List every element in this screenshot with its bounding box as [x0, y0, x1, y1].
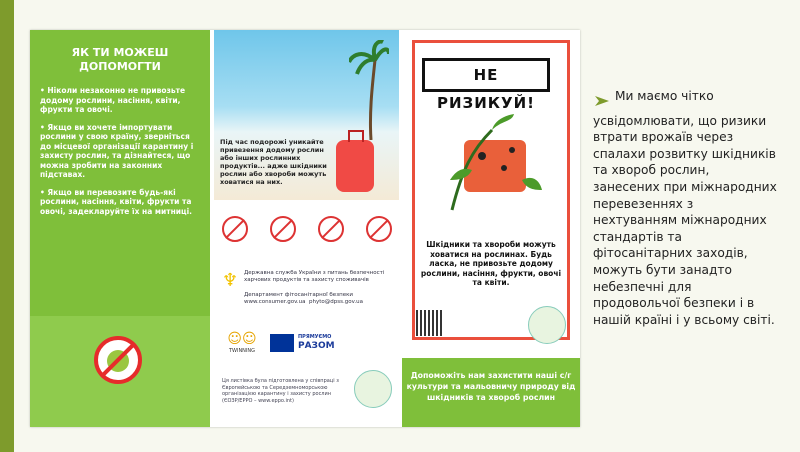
slide-body-text: [593, 88, 778, 328]
panel-bottom: [30, 316, 210, 427]
help-item: • Якщо ви перевозите будь-які рослини, насіння, квіти, фрукти та овочі, задекларуйте їх на митниці.: [40, 187, 193, 216]
panel-title-line2: ДОПОМОГТИ: [79, 60, 161, 73]
gov-department-name: Департамент фітосанітарної безпеки: [244, 292, 353, 298]
suitcase-icon: [336, 140, 374, 192]
brochure-image: [30, 30, 580, 427]
call-to-action-bar: [402, 358, 580, 427]
brochure-panel-travel: [214, 30, 399, 427]
palm-icon: [349, 40, 389, 140]
body-paragraph: усвідомлювати, що ризики втрати врожаїв через спалахи розвитку шкідників та хвороб рослин, занесених при міжнародних перевезеннях з нехтуванням міжнародних стандартів та фітосанітарних заходів, можуть бути занадто небезпечні для продовольчої безпеки і в нашій країні і у всьому світі.: [593, 113, 777, 327]
eppo-badge-icon: [354, 370, 392, 408]
panel-title: [30, 46, 210, 74]
credits-text: Ця листівка була підготовлена у співпраці з Європейською та Середземноморською організацією карантину і захисту рослин (ЄОЗР/EPPO – www.eppo.int): [222, 378, 339, 404]
slide-accent-bar: [0, 0, 14, 452]
help-item: • Ніколи незаконно не привозьте додому рослини, насіння, квіти, фрукти та овочі.: [40, 86, 186, 114]
brochure-panel-warning: [402, 30, 580, 427]
razom-logo: ПРЯМУЄМО РАЗОМ: [298, 334, 335, 351]
gov-website: www.consumer.gov.ua: [244, 299, 306, 305]
no-flowers-icon: [366, 216, 392, 242]
no-fruits-icon: [270, 216, 296, 242]
beach-photo: [214, 30, 399, 200]
travel-caption: Під час подорожі уникайте привезення додому рослин або інших рослинних продуктів... адже шкідники рослин або хвороби можуть ховатися на них.: [220, 138, 327, 186]
gov-department: [244, 292, 394, 306]
prohibited-fruit-icon: [94, 336, 142, 384]
no-seeds-icon: [318, 216, 344, 242]
body-first-line: Ми маємо чітко: [615, 89, 714, 103]
eu-flag-icon: [270, 334, 294, 352]
brochure-panel-help: [30, 30, 210, 427]
eppo-badge-icon: [528, 306, 566, 344]
infested-plant-icon: [442, 110, 542, 220]
trident-icon: ♆: [222, 270, 239, 291]
headline-sign: НЕ РИЗИКУЙ!: [422, 58, 550, 92]
help-item: • Якщо ви хочете імпортувати рослини у свою країну, зверніться до місцевої організації карантину і захисту рослин, та дізнайтеся, що можна зробити на законних підставах.: [40, 122, 194, 179]
warning-text: Шкідники та хвороби можуть ховатися на рослинах. Будь ласка, не привозьте додому рослини, насіння, фрукти, овочі та квіти.: [420, 240, 562, 287]
twinning-logo: ☺☺ TWINNING: [227, 331, 257, 354]
prohibited-items-row: [222, 216, 392, 242]
gov-agency: Державна служба України з питань безпечності харчових продуктів та захисту споживачів: [244, 270, 385, 283]
help-list: [40, 86, 202, 224]
call-to-action-text: Допоможіть нам захистити наші с/г культури та мальовничу природу від шкідників та хвороб рослин: [406, 371, 576, 402]
no-plants-icon: [222, 216, 248, 242]
partner-logos: [222, 330, 392, 360]
qr-code-icon: [416, 310, 442, 336]
panel-title-line1: ЯК ТИ МОЖЕШ: [71, 46, 169, 59]
gov-email: phyto@dpss.gov.ua: [309, 299, 364, 305]
